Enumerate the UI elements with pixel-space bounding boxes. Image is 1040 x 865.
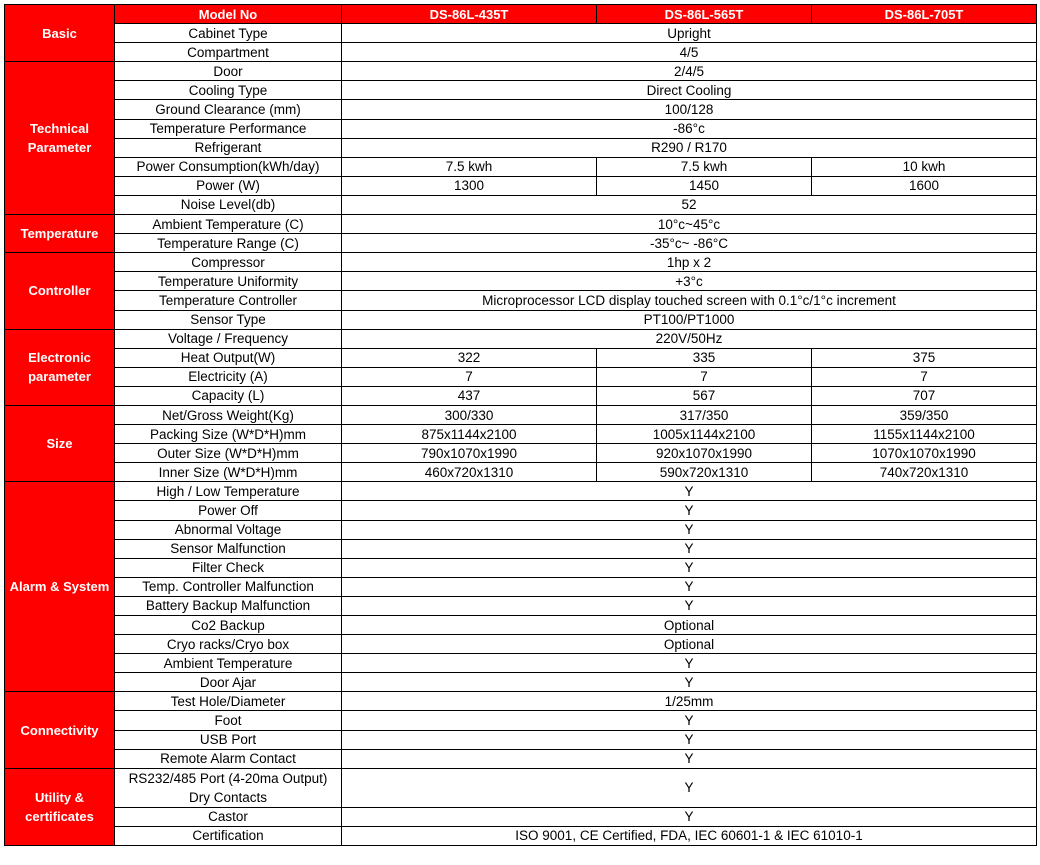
spec-label: Ground Clearance (mm) (115, 100, 342, 119)
spec-value-ds-86l-705t: 707 (812, 386, 1037, 405)
spec-label: Refrigerant (115, 138, 342, 157)
spec-label: Abnormal Voltage (115, 520, 342, 539)
spec-value-ds-86l-435t: 875x1144x2100 (342, 425, 597, 444)
spec-row-temp-controller-malfunction (5, 577, 1037, 596)
spec-value-ds-86l-565t: 7 (597, 367, 812, 386)
spec-label: Temperature Performance (115, 119, 342, 138)
spec-label: Temperature Controller (115, 291, 342, 310)
spec-value-all: -35°c~ -86°C (342, 234, 1037, 253)
spec-label: High / Low Temperature (115, 482, 342, 501)
spec-row-cabinet-type (5, 24, 1037, 43)
spec-label: Noise Level(db) (115, 195, 342, 214)
category-temperature: Temperature (5, 215, 115, 253)
spec-value-all: Direct Cooling (342, 81, 1037, 100)
spec-label: Battery Backup Malfunction (115, 596, 342, 615)
spec-row-temperature-performance (5, 119, 1037, 138)
spec-value-all: Y (342, 711, 1037, 730)
spec-value-ds-86l-435t: 437 (342, 386, 597, 405)
category-technical-parameter: Technical Parameter (5, 62, 115, 215)
spec-label: Cabinet Type (115, 24, 342, 43)
spec-row-co2-backup (5, 616, 1037, 635)
spec-value-all: Y (342, 654, 1037, 673)
spec-value-all: Y (342, 539, 1037, 558)
model-header-ds-86l-435t: DS-86L-435T (342, 5, 597, 24)
spec-row-cryo-racks-cryo-box (5, 635, 1037, 654)
spec-value-all: Optional (342, 616, 1037, 635)
spec-row-refrigerant (5, 138, 1037, 157)
spec-value-ds-86l-705t: 375 (812, 348, 1037, 367)
model-no-header: Model No (115, 5, 342, 24)
spec-row-outer-size-w-d-h-mm (5, 444, 1037, 463)
spec-row-electricity-a (5, 367, 1037, 386)
spec-value-all: Y (342, 673, 1037, 692)
spec-value-ds-86l-705t: 1155x1144x2100 (812, 425, 1037, 444)
spec-row-temperature-uniformity (5, 272, 1037, 291)
spec-label: Temp. Controller Malfunction (115, 577, 342, 596)
spec-value-all: Y (342, 501, 1037, 520)
spec-label: Inner Size (W*D*H)mm (115, 463, 342, 482)
spec-value-all: 52 (342, 195, 1037, 214)
spec-row-battery-backup-malfunction (5, 596, 1037, 615)
spec-row-compartment (5, 43, 1037, 62)
spec-value-all: ISO 9001, CE Certified, FDA, IEC 60601-1 & IEC 61010-1 (342, 826, 1037, 845)
spec-value-all: Y (342, 520, 1037, 539)
spec-row-noise-level-db (5, 195, 1037, 214)
model-header-ds-86l-705t: DS-86L-705T (812, 5, 1037, 24)
spec-row-door (5, 62, 1037, 81)
spec-value-all: -86°c (342, 119, 1037, 138)
spec-label: Remote Alarm Contact (115, 749, 342, 768)
spec-label: Outer Size (W*D*H)mm (115, 444, 342, 463)
spec-value-ds-86l-435t: 7 (342, 367, 597, 386)
spec-value-all: 1/25mm (342, 692, 1037, 711)
spec-label: Power Off (115, 501, 342, 520)
spec-value-all: Y (342, 749, 1037, 768)
spec-label: Compressor (115, 253, 342, 272)
spec-value-ds-86l-705t: 359/350 (812, 405, 1037, 424)
spec-value-ds-86l-705t: 1070x1070x1990 (812, 444, 1037, 463)
spec-row-inner-size-w-d-h-mm (5, 463, 1037, 482)
spec-label: Cooling Type (115, 81, 342, 100)
category-electronic-parameter: Electronic parameter (5, 329, 115, 405)
spec-row-power-off (5, 501, 1037, 520)
spec-value-ds-86l-435t: 300/330 (342, 405, 597, 424)
spec-row-test-hole-diameter (5, 692, 1037, 711)
spec-value-all: PT100/PT1000 (342, 310, 1037, 329)
spec-label: Temperature Uniformity (115, 272, 342, 291)
spec-value-all: 2/4/5 (342, 62, 1037, 81)
spec-value-ds-86l-565t: 1005x1144x2100 (597, 425, 812, 444)
spec-value-ds-86l-435t: 790x1070x1990 (342, 444, 597, 463)
spec-label: Cryo racks/Cryo box (115, 635, 342, 654)
spec-value-ds-86l-565t: 920x1070x1990 (597, 444, 812, 463)
spec-value-all: Upright (342, 24, 1037, 43)
spec-value-ds-86l-565t: 567 (597, 386, 812, 405)
spec-value-all: 100/128 (342, 100, 1037, 119)
spec-label: Filter Check (115, 558, 342, 577)
spec-row-heat-output-w (5, 348, 1037, 367)
category-basic: Basic (5, 5, 115, 62)
spec-label: Net/Gross Weight(Kg) (115, 405, 342, 424)
spec-row-door-ajar (5, 673, 1037, 692)
spec-row-ambient-temperature-c (5, 215, 1037, 234)
category-size: Size (5, 405, 115, 481)
spec-value-ds-86l-705t: 10 kwh (812, 157, 1037, 176)
spec-row-filter-check (5, 558, 1037, 577)
spec-label: Co2 Backup (115, 616, 342, 635)
spec-value-all: Y (342, 807, 1037, 826)
spec-value-all: 220V/50Hz (342, 329, 1037, 348)
spec-value-ds-86l-565t: 590x720x1310 (597, 463, 812, 482)
spec-value-ds-86l-705t: 740x720x1310 (812, 463, 1037, 482)
spec-value-ds-86l-435t: 1300 (342, 176, 597, 195)
spec-label: Ambient Temperature (115, 654, 342, 673)
spec-label: Sensor Type (115, 310, 342, 329)
spec-row-power-consumption-kwh-day (5, 157, 1037, 176)
spec-label: Foot (115, 711, 342, 730)
spec-row-sensor-malfunction (5, 539, 1037, 558)
spec-row-high-low-temperature (5, 482, 1037, 501)
category-alarm-system: Alarm & System (5, 482, 115, 692)
spec-value-all: Y (342, 596, 1037, 615)
spec-label: Castor (115, 807, 342, 826)
spec-row-foot (5, 711, 1037, 730)
spec-value-ds-86l-565t: 335 (597, 348, 812, 367)
spec-value-all: 1hp x 2 (342, 253, 1037, 272)
spec-row-cooling-type (5, 81, 1037, 100)
spec-value-ds-86l-435t: 460x720x1310 (342, 463, 597, 482)
spec-label: USB Port (115, 730, 342, 749)
spec-value-all: 10°c~45°c (342, 215, 1037, 234)
spec-label: Heat Output(W) (115, 348, 342, 367)
spec-value-ds-86l-565t: 317/350 (597, 405, 812, 424)
spec-value-all: Y (342, 730, 1037, 749)
spec-value-all: R290 / R170 (342, 138, 1037, 157)
spec-label: Temperature Range (C) (115, 234, 342, 253)
category-controller: Controller (5, 253, 115, 329)
spec-row-net-gross-weight-kg (5, 405, 1037, 424)
spec-value-all: 4/5 (342, 43, 1037, 62)
spec-row-voltage-frequency (5, 329, 1037, 348)
spec-label: Voltage / Frequency (115, 329, 342, 348)
spec-label: Ambient Temperature (C) (115, 215, 342, 234)
spec-row-castor (5, 807, 1037, 826)
spec-row-temperature-controller (5, 291, 1037, 310)
spec-label: Door Ajar (115, 673, 342, 692)
spec-value-all: Y (342, 482, 1037, 501)
spec-label: Compartment (115, 43, 342, 62)
spec-row-ground-clearance-mm (5, 100, 1037, 119)
spec-value-ds-86l-565t: 1450 (597, 176, 812, 195)
spec-row-ambient-temperature (5, 654, 1037, 673)
spec-row-capacity-l (5, 386, 1037, 405)
spec-value-ds-86l-705t: 1600 (812, 176, 1037, 195)
spec-value-ds-86l-435t: 7.5 kwh (342, 157, 597, 176)
spec-value-all: Y (342, 577, 1037, 596)
spec-row-temperature-range-c (5, 234, 1037, 253)
spec-row-rs232-485-port-4-20ma-output-dry-contacts (5, 768, 1037, 807)
spec-value-all: Y (342, 768, 1037, 807)
model-header-ds-86l-565t: DS-86L-565T (597, 5, 812, 24)
spec-row-compressor (5, 253, 1037, 272)
category-connectivity: Connectivity (5, 692, 115, 768)
spec-value-all: Y (342, 558, 1037, 577)
spec-value-all: Optional (342, 635, 1037, 654)
spec-label: Packing Size (W*D*H)mm (115, 425, 342, 444)
spec-row-certification (5, 826, 1037, 845)
spec-label: Certification (115, 826, 342, 845)
spec-row-power-w (5, 176, 1037, 195)
spec-row-remote-alarm-contact (5, 749, 1037, 768)
spec-row-packing-size-w-d-h-mm (5, 425, 1037, 444)
spec-label: RS232/485 Port (4-20ma Output) Dry Contacts (115, 768, 342, 807)
spec-label: Power Consumption(kWh/day) (115, 157, 342, 176)
header-row (5, 5, 1037, 24)
spec-table (4, 4, 1037, 846)
spec-value-ds-86l-565t: 7.5 kwh (597, 157, 812, 176)
spec-row-abnormal-voltage (5, 520, 1037, 539)
spec-label: Capacity (L) (115, 386, 342, 405)
spec-label: Door (115, 62, 342, 81)
spec-value-all: Microprocessor LCD display touched screen with 0.1°c/1°c increment (342, 291, 1037, 310)
spec-value-ds-86l-705t: 7 (812, 367, 1037, 386)
spec-label: Power (W) (115, 176, 342, 195)
spec-value-all: +3°c (342, 272, 1037, 291)
spec-label: Sensor Malfunction (115, 539, 342, 558)
spec-label: Test Hole/Diameter (115, 692, 342, 711)
spec-row-usb-port (5, 730, 1037, 749)
category-utility-certificates: Utility & certificates (5, 768, 115, 845)
spec-label: Electricity (A) (115, 367, 342, 386)
spec-row-sensor-type (5, 310, 1037, 329)
spec-value-ds-86l-435t: 322 (342, 348, 597, 367)
